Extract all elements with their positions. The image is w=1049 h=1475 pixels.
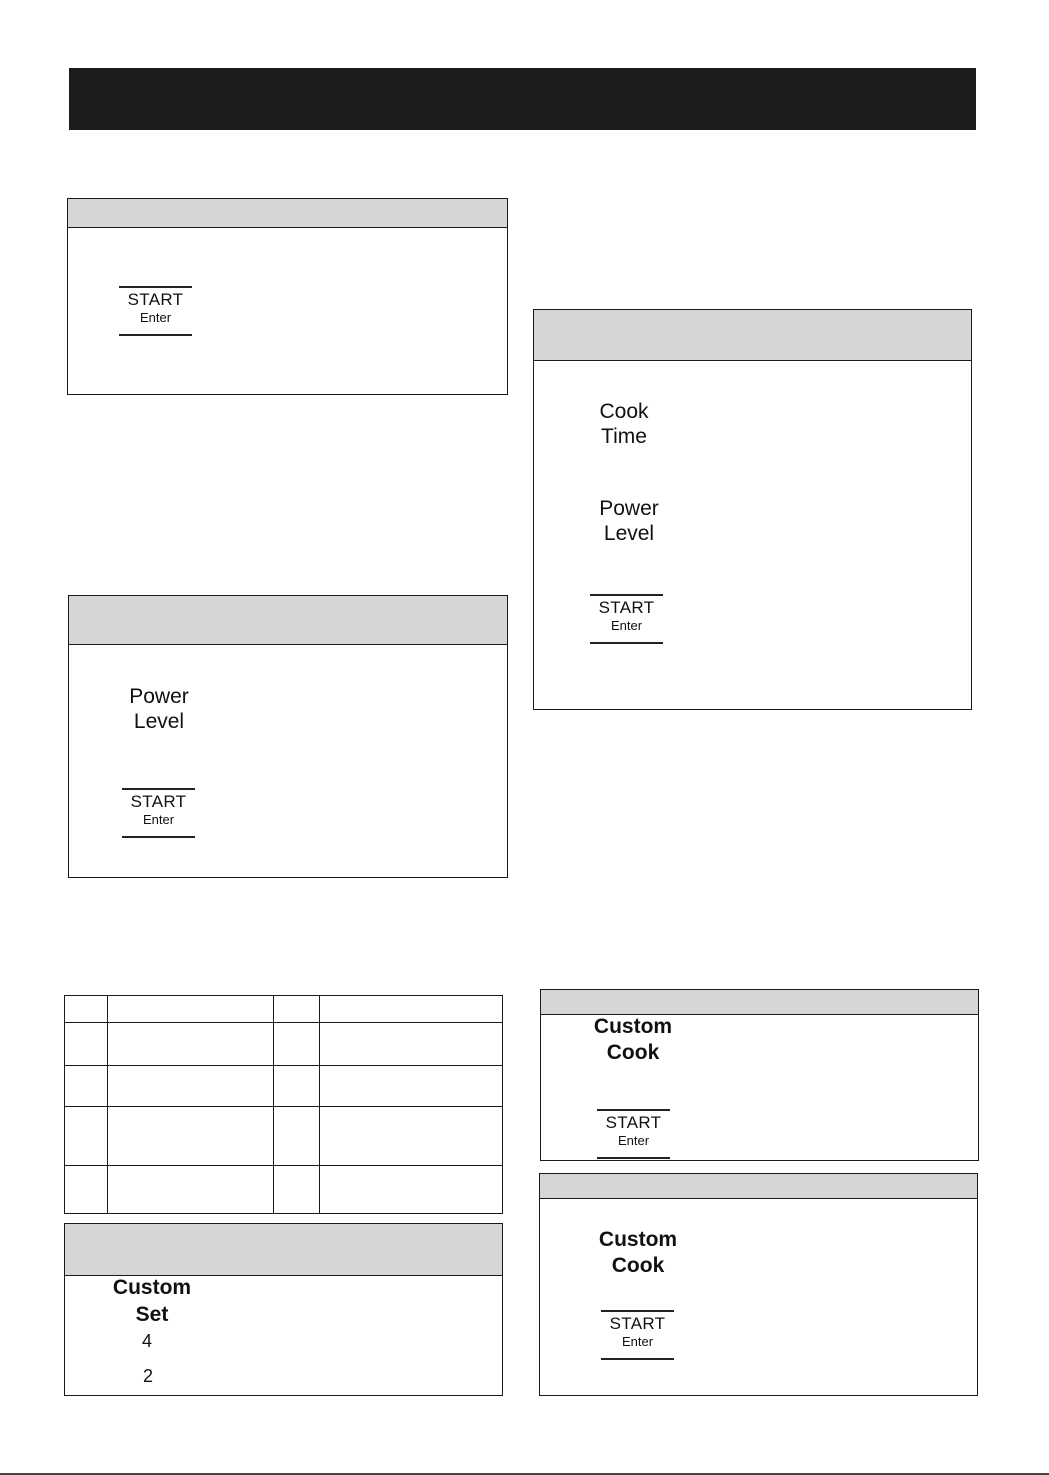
table-cell [108,1066,274,1107]
custom-cook-button[interactable] [583,1014,683,1066]
power-label: Power [129,685,189,708]
table-row [65,1107,503,1166]
instruction-box-5-header [541,990,978,1015]
power-label: Power [599,497,659,520]
start-label: START [130,792,187,811]
power-level-button[interactable] [579,496,679,546]
time-label: Time [601,425,647,448]
power-level-button[interactable] [109,684,209,734]
enter-label: Enter [610,618,643,633]
table-cell [274,1066,320,1107]
start-label: START [127,290,184,309]
table-cell [65,996,108,1023]
cook-label: Cook [599,400,649,423]
instruction-box-3 [533,309,972,710]
instruction-box-4-header [65,1224,502,1276]
cook-label: Cook [606,1041,660,1064]
number-button-4[interactable]: 4 [142,1331,153,1351]
custom-set-button[interactable] [102,1274,202,1328]
table-row [65,1066,503,1107]
level-label: Level [133,710,185,733]
table-row [65,1023,503,1066]
table-cell [320,1166,503,1214]
table-cell [65,1166,108,1214]
table-cell [320,996,503,1023]
instruction-box-5 [540,989,979,1161]
table-cell [65,1107,108,1166]
instruction-box-4 [64,1223,503,1396]
table-cell [65,1066,108,1107]
table-cell [320,1066,503,1107]
start-label: START [609,1314,666,1333]
table-cell [108,1166,274,1214]
start-enter-button[interactable] [601,1310,674,1360]
custom-label: Custom [598,1228,678,1251]
table-cell [274,1023,320,1066]
section-header-bar [69,68,976,130]
custom-label: Custom [593,1015,673,1038]
instruction-box-3-header [534,310,971,361]
enter-label: Enter [617,1133,650,1148]
instruction-box-1 [67,198,508,395]
start-enter-button[interactable] [119,286,192,336]
table-cell [108,1107,274,1166]
enter-label: Enter [621,1334,654,1349]
table-cell [274,1107,320,1166]
table-cell [108,996,274,1023]
enter-label: Enter [139,310,172,325]
settings-table [64,995,503,1214]
table-row [65,1166,503,1214]
start-enter-button[interactable] [590,594,663,644]
level-label: Level [603,522,655,545]
table-cell [320,1107,503,1166]
table-cell [65,1023,108,1066]
table-cell [320,1023,503,1066]
start-enter-button[interactable] [122,788,195,838]
table-cell [274,1166,320,1214]
start-label: START [598,598,655,617]
instruction-box-2-header [69,596,507,645]
start-label: START [605,1113,662,1132]
enter-label: Enter [142,812,175,827]
table-cell [108,1023,274,1066]
start-enter-button[interactable] [597,1109,670,1159]
cook-time-button[interactable] [574,399,674,449]
instruction-box-6-header [540,1174,977,1199]
instruction-box-2 [68,595,508,878]
table-cell [274,996,320,1023]
instruction-box-6 [539,1173,978,1396]
set-label: Set [135,1303,169,1326]
instruction-box-1-header [68,199,507,228]
custom-cook-button[interactable] [588,1227,688,1279]
cook-label: Cook [611,1254,665,1277]
number-button-2[interactable]: 2 [143,1366,154,1386]
custom-label: Custom [112,1276,192,1299]
table-row [65,996,503,1023]
